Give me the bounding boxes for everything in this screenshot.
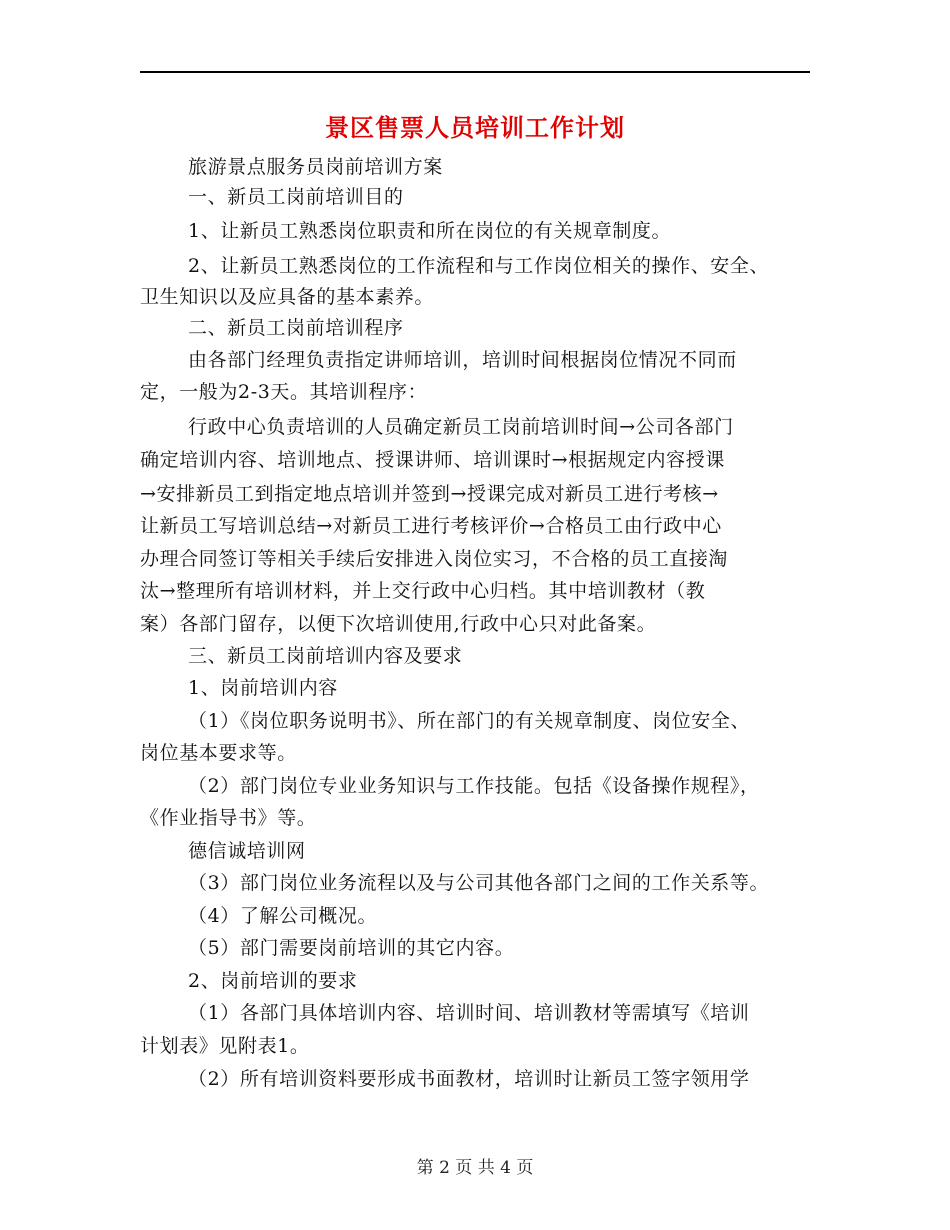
- text-line: 《作业指导书》等。: [140, 807, 317, 829]
- text-line: （2）所有培训资料要形成书面教材，培训时让新员工签字领用学: [188, 1068, 750, 1090]
- text-line: 行政中心负责培训的人员确定新员工岗前培训时间→公司各部门: [188, 416, 734, 438]
- section-heading: 三、新员工岗前培训内容及要求: [188, 645, 463, 667]
- section-heading: 一、新员工岗前培训目的: [188, 186, 404, 208]
- text-line: 由各部门经理负责指定讲师培训，培训时间根据岗位情况不同而: [188, 349, 737, 371]
- text-line: （3）部门岗位业务流程以及与公司其他各部门之间的工作关系等。: [188, 872, 770, 894]
- text-line: 案）各部门留存，以便下次培训使用,行政中心只对此备案。: [140, 613, 657, 635]
- text-line: 汰→整理所有培训材料，并上交行政中心归档。其中培训教材（教: [140, 580, 706, 602]
- text-line: 2、让新员工熟悉岗位的工作流程和与工作岗位相关的操作、安全、: [188, 255, 770, 277]
- text-line: 定，一般为2-3天。其培训程序：: [140, 381, 428, 403]
- text-line: 计划表》见附表1。: [140, 1035, 310, 1057]
- page-footer: 第 2 页 共 4 页: [416, 1158, 534, 1178]
- text-line: （1）《岗位职务说明书》、所在部门的有关规章制度、岗位安全、: [188, 710, 751, 732]
- text-line: 德信诚培训网: [188, 840, 306, 862]
- section-heading: 二、新员工岗前培训程序: [188, 317, 404, 339]
- subsection-heading: 2、岗前培训的要求: [188, 970, 358, 992]
- text-line: 卫生知识以及应具备的基本素养。: [140, 286, 435, 308]
- text-line: 1、让新员工熟悉岗位职责和所在岗位的有关规章制度。: [188, 220, 672, 242]
- text-line: （2）部门岗位专业业务知识与工作技能。包括《设备操作规程》，: [188, 775, 760, 797]
- text-line: （1）各部门具体培训内容、培训时间、培训教材等需填写《培训: [188, 1002, 750, 1024]
- header-rule: [140, 71, 810, 73]
- text-line: 让新员工写培训总结→对新员工进行考核评价→合格员工由行政中心: [140, 515, 722, 537]
- text-line: →安排新员工到指定地点培训并签到→授课完成对新员工进行考核→: [140, 483, 719, 505]
- text-line: 办理合同签订等相关手续后安排进入岗位实习，不合格的员工直接淘: [140, 548, 729, 570]
- document-title: 景区售票人员培训工作计划: [325, 113, 625, 142]
- subsection-heading: 1、岗前培训内容: [188, 677, 338, 699]
- text-line: （4）了解公司概况。: [188, 905, 378, 927]
- text-line: 确定培训内容、培训地点、授课讲师、培训课时→根据规定内容授课: [140, 449, 725, 471]
- text-line: （5）部门需要岗前培训的其它内容。: [188, 937, 515, 959]
- text-line: 岗位基本要求等。: [140, 742, 297, 764]
- text-line: 旅游景点服务员岗前培训方案: [188, 156, 443, 178]
